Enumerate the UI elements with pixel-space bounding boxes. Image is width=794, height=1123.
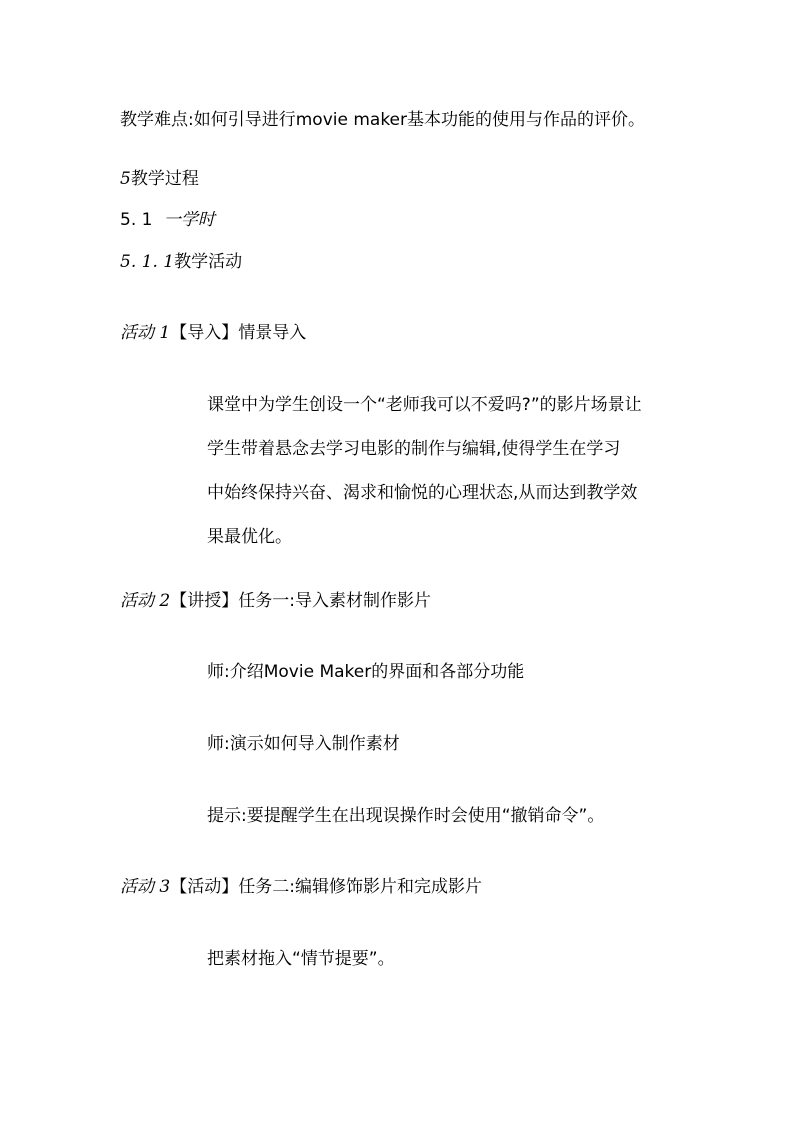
difficulty-paragraph	[120, 109, 645, 131]
section-5-1-title: 一学时	[163, 210, 215, 230]
section-5-1-1-title: 教学活动	[174, 252, 243, 272]
activity-3-heading	[120, 876, 482, 898]
section-5-number: 5	[120, 169, 131, 189]
activity-1-line: 课堂中为学生创设一个“老师我可以不爱吗?”的影片场景让	[207, 395, 642, 415]
activity-2-label: 活动 2	[120, 591, 171, 611]
difficulty-label: 教学难点:	[120, 110, 194, 130]
activity-1-label: 活动 1	[120, 323, 171, 343]
activity-2-tag: 【讲授】	[170, 591, 239, 611]
activity-3-label: 活动 3	[120, 877, 171, 897]
activity-1-line: 果最优化。	[207, 527, 292, 547]
activity-2-title: 任务一:导入素材制作影片	[238, 591, 431, 611]
activity-1-tag: 【导入】	[170, 323, 239, 343]
activity-2-item: 提示:要提醒学生在出现误操作时会使用“撤销命令”。	[207, 806, 605, 826]
activity-1-line: 学生带着悬念去学习电影的制作与编辑,使得学生在学习	[207, 439, 621, 459]
section-5-title: 教学过程	[130, 169, 199, 189]
section-5-1-heading	[120, 209, 215, 231]
activity-3-tag: 【活动】	[170, 877, 239, 897]
section-5-1-number: 5. 1	[120, 210, 153, 230]
activity-1-line: 中始终保持兴奋、渴求和愉悦的心理状态,从而达到教学效	[207, 483, 638, 503]
difficulty-text: 如何引导进行movie maker基本功能的使用与作品的评价。	[193, 110, 646, 130]
activity-1-paragraph	[207, 394, 687, 570]
activity-1-title: 情景导入	[238, 323, 307, 343]
activity-1-heading	[120, 322, 306, 344]
section-5-1-1-number: 5. 1. 1	[120, 252, 175, 272]
section-5-1-1-heading	[120, 251, 242, 273]
activity-2-heading	[120, 590, 431, 612]
activity-3-item: 把素材拖入“情节提要”。	[207, 949, 395, 969]
activity-2-item: 师:演示如何导入制作素材	[207, 734, 400, 754]
activity-2-item: 师:介绍Movie Maker的界面和各部分功能	[207, 662, 525, 682]
section-5-heading	[120, 168, 199, 190]
activity-3-title: 任务二:编辑修饰影片和完成影片	[238, 877, 482, 897]
